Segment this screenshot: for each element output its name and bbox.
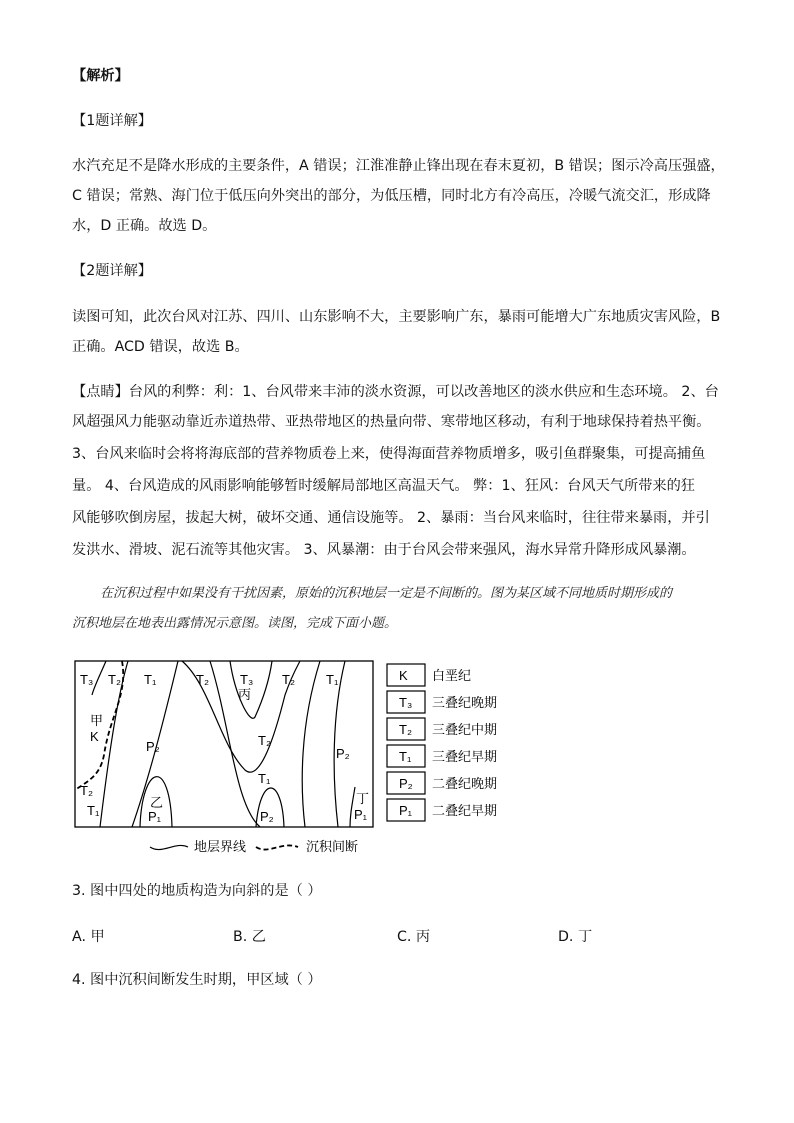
- label-p2-right: P₂: [336, 746, 350, 761]
- label-k: K: [90, 729, 99, 744]
- legend-label-k: 白垩纪: [432, 668, 472, 683]
- legend-item-t3: [387, 691, 497, 713]
- tips-line-3: 3、台风来临时会将将海底部的营养物质卷上来，使得海面营养物质增多，吸引鱼群聚集，可提高捕鱼: [72, 446, 706, 462]
- legend-label-p1: 二叠纪早期: [432, 803, 498, 818]
- legend-label-t1: 三叠纪早期: [432, 749, 498, 764]
- label-t2-left: T₂: [108, 672, 121, 687]
- option-a[interactable]: A. 甲: [72, 929, 105, 945]
- legend-code-t1: T₁: [399, 749, 412, 764]
- label-ding: 丁: [356, 791, 370, 806]
- analysis-heading: 【解析】: [72, 68, 129, 84]
- legend: [387, 664, 497, 821]
- legend-item-t2: [387, 718, 497, 740]
- option-b[interactable]: B. 乙: [233, 929, 266, 945]
- q1-line-2: C 错误；常熟、海门位于低压向外突出的部分，为低压槽，同时北方有冷高压，冷暖气流交汇，形成降: [72, 188, 711, 204]
- label-t1-right: T₁: [326, 672, 339, 687]
- legend-label-t2: 三叠纪中期: [432, 722, 498, 737]
- legend-code-p1: P₁: [399, 803, 413, 818]
- legend-code-t3: T₃: [399, 695, 413, 710]
- tips-line-4: 量。 4、台风造成的风雨影响能够暂时缓解局部地区高温天气。 弊：1、狂风：台风天气所带来的狂: [72, 478, 695, 494]
- label-t2-right: T₂: [282, 672, 295, 687]
- legend-item-p1: [387, 799, 497, 821]
- q1-line-3: 水，D 正确。故选 D。: [72, 218, 217, 234]
- key-boundary-line: [150, 845, 188, 849]
- option-c[interactable]: C. 丙: [397, 929, 431, 945]
- question-4-stem: 4. 图中沉积间断发生时期，甲区域（ ）: [72, 972, 322, 988]
- stratum-boundaries: [92, 661, 355, 827]
- label-p2-bottom: P₂: [260, 809, 274, 824]
- label-yi: 乙: [150, 795, 164, 810]
- question-3-stem: 3. 图中四处的地质构造为向斜的是（ ）: [72, 883, 322, 899]
- label-t1-lower-left: T₁: [87, 803, 100, 818]
- legend-label-t3: 三叠纪晚期: [432, 695, 498, 710]
- label-t2-lower-left: T₂: [80, 783, 93, 798]
- label-t1-top: T₁: [144, 672, 157, 687]
- legend-code-p2: P₂: [399, 776, 413, 791]
- passage-line-2: 沉积地层在地表出露情况示意图。读图，完成下面小题。: [72, 616, 398, 631]
- legend-label-p2: 二叠纪晚期: [432, 776, 498, 791]
- label-t2-mid: T₂: [196, 672, 209, 687]
- tips-line-1: 【点睛】台风的利弊：利：1、台风带来丰沛的淡水资源，可以改善地区的淡水供应和生态环境。 2、台: [72, 384, 719, 400]
- tips-line-2: 风超强风力能驱动靠近赤道热带、亚热带地区的热量向带、寒带地区移动，有利于地球保持着热平衡。: [72, 414, 711, 430]
- label-t3-left: T₃: [80, 672, 94, 687]
- legend-item-k: [387, 664, 471, 686]
- label-t1-center: T₁: [258, 771, 271, 786]
- q2-line-2: 正确。ACD 错误，故选 B。: [72, 339, 249, 355]
- legend-code-k: K: [399, 668, 408, 683]
- q1-line-1: 水汽充足不是降水形成的主要条件，A 错误；江淮准静止锋出现在春末夏初，B 错误；图示冷高压强盛，: [72, 158, 725, 174]
- label-jia: 甲: [90, 713, 104, 728]
- label-p2-left: P₂: [146, 739, 160, 754]
- passage-line-1: 在沉积过程中如果没有干扰因素，原始的沉积地层一定是不间断的。图为某区域不同地质时期形成的: [100, 586, 673, 601]
- label-p1-yi: P₁: [148, 809, 162, 824]
- q2-title: 【2题详解】: [72, 263, 152, 279]
- legend-item-t1: [387, 745, 497, 767]
- stratum-map-figure: [70, 655, 510, 860]
- legend-item-p2: [387, 772, 497, 794]
- key-unconformity-label: 沉积间断: [306, 839, 359, 854]
- option-d[interactable]: D. 丁: [558, 929, 593, 945]
- tips-line-5: 风能够吹倒房屋，拔起大树，破坏交通、通信设施等。 2、暴雨：当台风来临时，往往带来暴雨，并引: [72, 510, 710, 526]
- legend-code-t2: T₂: [399, 722, 412, 737]
- label-p1-right: P₁: [354, 807, 368, 822]
- tips-line-6: 发洪水、滑坡、泥石流等其他灾害。 3、风暴潮：由于台风会带来强风，海水异常升降形成风暴潮。: [72, 542, 696, 558]
- q2-line-1: 读图可知，此次台风对江苏、四川、山东影响不大，主要影响广东，暴雨可能增大广东地质灾害风险，B: [72, 309, 721, 325]
- label-bing: 丙: [238, 687, 252, 702]
- label-t3-mid: T₃: [240, 672, 254, 687]
- key-unconformity-line: [256, 845, 298, 849]
- label-t2-center: T₂: [258, 733, 271, 748]
- key-boundary-label: 地层界线: [194, 839, 247, 854]
- q1-title: 【1题详解】: [72, 113, 152, 129]
